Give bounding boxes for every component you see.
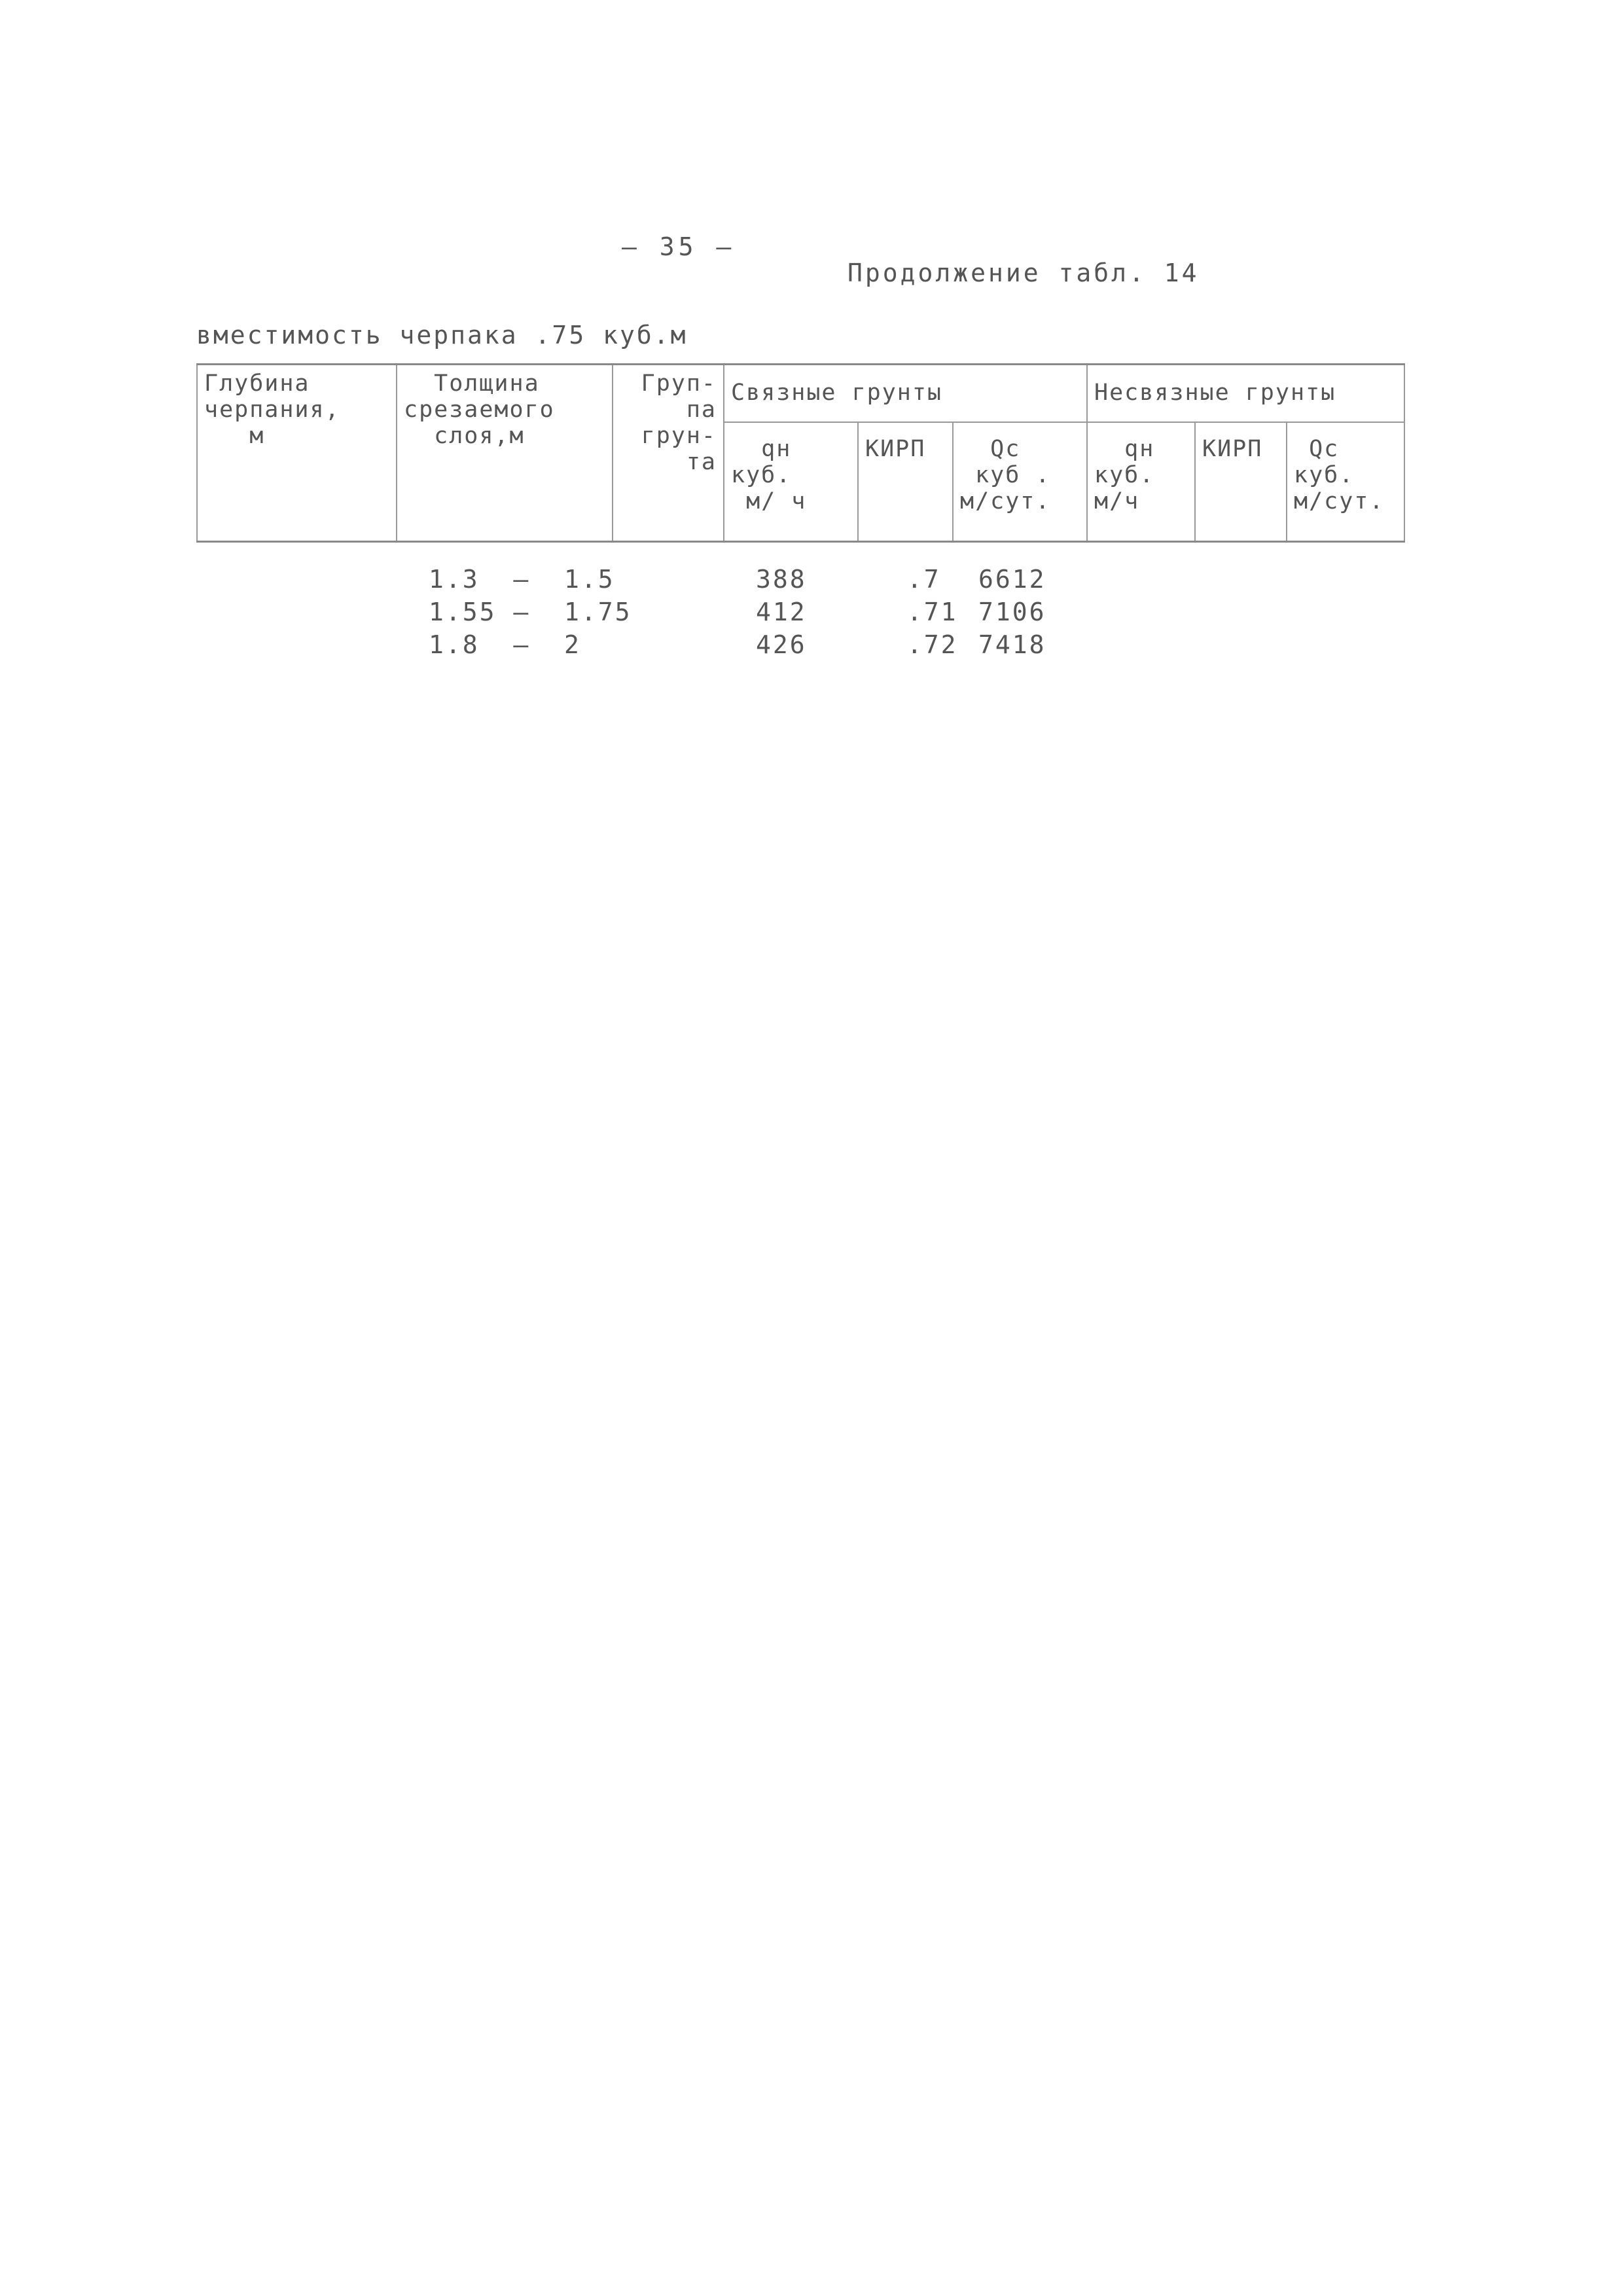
cell-thickness-range: 1.3 – 1.5 (429, 565, 615, 594)
table-body (196, 563, 1404, 661)
header-soil-group: Груп- па грун- та (613, 365, 724, 542)
bucket-capacity-caption: вместимость черпака .75 куб.м (196, 321, 688, 350)
table-row (196, 628, 1404, 661)
cell-qn: 412 (756, 598, 807, 626)
cell-qc: 6612 (978, 565, 1046, 594)
header-cohesive-soils: Связные грунты (724, 365, 1087, 423)
table-header (196, 363, 1404, 543)
table-row (196, 596, 1404, 628)
header-grid (196, 363, 1405, 543)
cell-qn: 388 (756, 565, 807, 594)
table-continuation-label: Продолжение табл. 14 (847, 259, 1200, 287)
cell-thickness-range: 1.8 – 2 (429, 630, 581, 659)
cell-thickness-range: 1.55 – 1.75 (429, 598, 632, 626)
cell-kirp: .7 (890, 565, 941, 594)
page-number: – 35 – (622, 232, 736, 261)
header-thickness: Толщина срезаемого слоя,м (397, 365, 613, 542)
header-depth: Глубина черпания, м (197, 365, 397, 542)
table-row (196, 563, 1404, 596)
cell-kirp: .72 (890, 630, 958, 659)
header-qn-noncohesive: qн куб. м/ч (1087, 422, 1195, 542)
cell-qc: 7418 (978, 630, 1046, 659)
cell-qn: 426 (756, 630, 807, 659)
header-kirp-cohesive: КИРП (858, 422, 953, 542)
cell-kirp: .71 (890, 598, 958, 626)
header-qc-cohesive: Qс куб . м/сут. (953, 422, 1087, 542)
header-noncohesive-soils: Несвязные грунты (1087, 365, 1404, 423)
header-qn-cohesive: qн куб. м/ ч (724, 422, 858, 542)
header-qc-noncohesive: Qс куб. м/сут. (1287, 422, 1404, 542)
cell-qc: 7106 (978, 598, 1046, 626)
header-kirp-noncohesive: КИРП (1195, 422, 1287, 542)
